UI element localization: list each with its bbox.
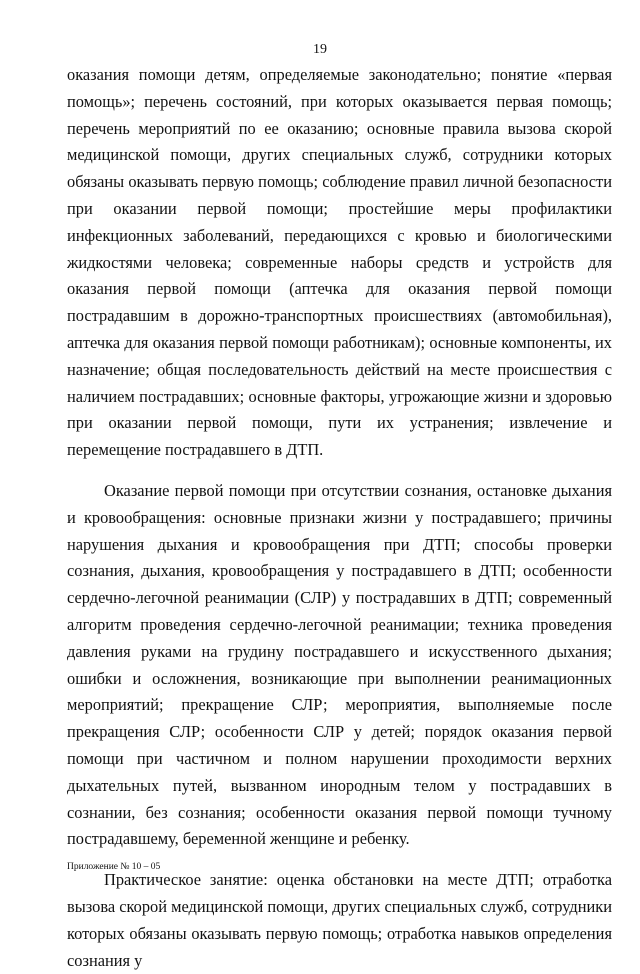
page-number: 19	[313, 42, 327, 57]
paragraph-practical-lesson: Практическое занятие: оценка обстановки на месте ДТП; отработка вызова скорой медицинской помощи, других специальных служб, сотрудники которых обязаны оказывать первую помощь; отработка навыков определения сознания у	[67, 870, 612, 970]
paragraph-continuation: оказания помощи детям, определяемые законодательно; понятие «первая помощь»; перечень состояний, при которых оказывается первая помощь; перечень мероприятий по ее оказанию; основные правила вызова скорой медицинской помощи, других специальных служб, сотрудники которых обязаны оказывать первую помощь; соблюдение правил личной безопасности при оказании первой помощи; простейшие меры профилактики инфекционных заболеваний, передающихся с кровью и биологическими жидкостями человека; современные наборы средств и устройств для оказания первой помощи (аптечка для оказания первой помощи пострадавшим в дорожно-транспортных происшествиях (автомобильная), аптечка для оказания первой помощи работникам); основные компоненты, их назначение; общая последовательность действий на месте происшествия с наличием пострадавших; основные факторы, угрожающие жизни и здоровью при оказании первой помощи, пути их устранения; извлечение и перемещение пострадавшего в ДТП.	[67, 65, 612, 460]
footer-appendix-label: Приложение № 10 – 05	[67, 862, 161, 872]
document-body	[67, 62, 612, 974]
paragraph-first-aid-unconscious: Оказание первой помощи при отсутствии сознания, остановке дыхания и кровообращения: основные признаки жизни у пострадавшего; причины нарушения дыхания и кровообращения при ДТП; способы проверки сознания, дыхания, кровообращения у пострадавшего в ДТП; особенности сердечно-легочной реанимации (СЛР) у пострадавших в ДТП; современный алгоритм проведения сердечно-легочной реанимации; техника проведения давления руками на грудину пострадавшего и искусственного дыхания; ошибки и осложнения, возникающие при выполнении реанимационных мероприятий; прекращение СЛР; мероприятия, выполняемые после прекращения СЛР; особенности СЛР у детей; порядок оказания первой помощи при частичном и полном нарушении проходимости верхних дыхательных путей, вызванном инородным телом у пострадавших в сознании, без сознания; особенности оказания первой помощи тучному пострадавшему, беременной женщине и ребенку.	[67, 480, 612, 849]
